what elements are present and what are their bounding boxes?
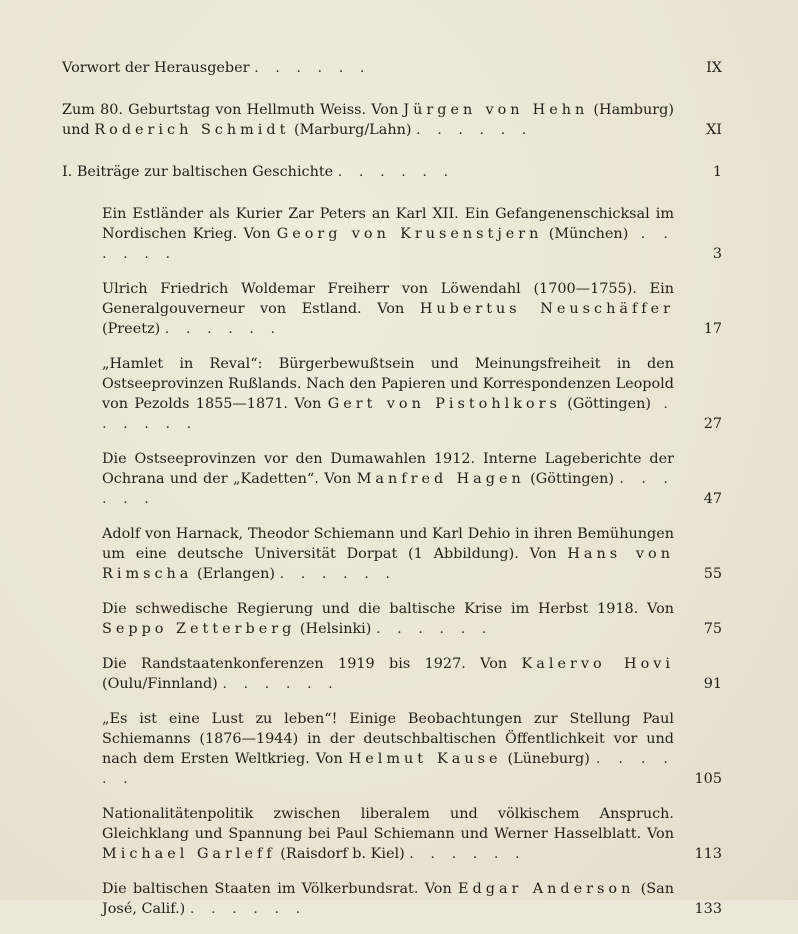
toc-title-text: (Raisdorf b. Kiel)	[275, 846, 410, 862]
dot-leader: . . . . . .	[189, 901, 307, 917]
toc-title-text: (Göttingen)	[524, 471, 620, 487]
dot-leader: . . . . . .	[375, 621, 493, 637]
toc-entry	[102, 599, 722, 639]
toc-title-text: (Lüneburg)	[501, 751, 596, 767]
toc-author: Roderich Schmidt	[94, 122, 290, 138]
toc-entry	[102, 654, 722, 694]
toc-entry-title	[62, 162, 674, 182]
toc-entry	[62, 100, 722, 140]
toc-title-text: (Göttingen)	[560, 396, 652, 412]
dot-leader: . . . . . .	[337, 164, 455, 180]
toc-entry-title	[102, 804, 674, 864]
toc-title-text: Ein Estländer als Kurier Zar Peters an Karl XII. Ein Gefangenenschicksal im Nordischen Krieg. Von	[102, 206, 674, 242]
toc-title-text: (Helsinki)	[295, 621, 376, 637]
toc-entry	[102, 709, 722, 789]
toc-author: Manfred Hagen	[356, 471, 525, 487]
toc-page-number: 27	[703, 416, 722, 432]
toc-title-text: (Hamburg) und	[62, 102, 674, 138]
toc-page-number: IX	[706, 60, 722, 76]
toc-author: Hans von Rimscha	[102, 546, 674, 582]
toc-title-text: (San José, Calif.)	[102, 881, 674, 917]
toc-title-text: Ulrich Friedrich Woldemar Freiherr von Löwendahl (1700—1755). Ein Generalgouverneur von Estland. Von	[102, 281, 674, 317]
toc-page-number: 75	[703, 621, 722, 637]
dot-leader: . . . . . .	[254, 60, 371, 76]
toc-title-text: Die schwedische Regierung und die baltische Krise im Herbst 1918. Von	[102, 601, 674, 617]
toc-entry	[62, 162, 722, 182]
dot-leader: . . . . . .	[222, 676, 339, 692]
dot-leader: . . . . . .	[102, 226, 674, 262]
toc-page-number: 113	[694, 846, 722, 862]
toc-title-text: Adolf von Harnack, Theodor Schiemann und Karl Dehio in ihren Bemühungen um eine deutsche Universität Dorpat (1 Abbildung). Von	[102, 526, 674, 562]
toc-entry-title	[102, 449, 674, 509]
toc-page-number: 55	[703, 566, 722, 582]
toc-title-text: Die Ostseeprovinzen vor den Dumawahlen 1912. Interne Lageberichte der Ochrana und der „Kadetten“. Von	[102, 451, 674, 487]
toc-title-text: (Erlangen)	[192, 566, 280, 582]
toc-entry-title	[102, 709, 674, 789]
toc-author: Georg von Krusenstjern	[276, 226, 543, 242]
toc-title-text: (München)	[542, 226, 629, 242]
toc-entry-title	[102, 654, 674, 694]
toc-page-number: 17	[703, 321, 722, 337]
toc-entry-title	[102, 354, 674, 434]
toc-author: Seppo Zetterberg	[102, 621, 296, 637]
toc-author: Edgar Anderson	[458, 881, 635, 897]
toc-author: Michael Garleff	[102, 846, 276, 862]
toc-entry	[102, 879, 722, 919]
toc-page-number: 91	[703, 676, 722, 692]
toc-page-number: 47	[703, 491, 722, 507]
dot-leader: . . . . . .	[416, 122, 533, 138]
toc-page-number: 1	[712, 164, 722, 180]
toc-title-text: Nationalitätenpolitik zwischen liberalem und völkischem Anspruch. Gleichklang und Spannung bei Paul Schiemann und Werner Hasselblatt. Von	[102, 806, 674, 842]
toc-title-text: (Preetz)	[102, 321, 165, 337]
toc-page-number: 133	[694, 901, 722, 917]
toc-title-text: Zum 80. Geburtstag von Hellmuth Weiss. Von	[62, 102, 404, 118]
dot-leader: . . . . . .	[164, 321, 282, 337]
toc-title-text: Vorwort der Herausgeber	[62, 60, 255, 76]
toc-entry	[102, 204, 722, 264]
toc-page-number: XI	[706, 122, 722, 138]
toc-entry	[102, 524, 722, 584]
toc-title-text: „Es ist eine Lust zu leben“! Einige Beobachtungen zur Stellung Paul Schiemanns (1876—1944) in der deutschbaltischen Öffentlichkeit vor und nach dem Ersten Weltkrieg. Von	[102, 711, 674, 767]
dot-leader: . . . . . .	[102, 751, 674, 787]
toc-entry-title	[62, 100, 674, 140]
toc-entry-title	[102, 204, 674, 264]
toc-entry	[102, 279, 722, 339]
toc-entry-title	[102, 279, 674, 339]
toc-title-text: „Hamlet in Reval“: Bürgerbewußtsein und Meinungsfreiheit in den Ostseeprovinzen Rußlands. Nach den Papieren und Korrespondenzen Leopold von Pezolds 1855—1871. Von	[102, 356, 674, 412]
toc-page-number: 3	[712, 246, 722, 262]
table-of-contents	[62, 58, 722, 934]
toc-title-text: (Oulu/Finnland)	[102, 676, 223, 692]
toc-entry-title	[62, 58, 674, 78]
toc-entry	[102, 804, 722, 864]
toc-title-text: Die baltischen Staaten im Völkerbundsrat. Von	[102, 881, 459, 897]
toc-entry-title	[102, 524, 674, 584]
toc-author: Gert von Pistohlkors	[327, 396, 561, 412]
toc-title-text: (Marburg/Lahn)	[289, 122, 417, 138]
toc-entry	[62, 58, 722, 78]
dot-leader: . . . . . .	[102, 396, 674, 432]
toc-author: Helmut Kause	[348, 751, 502, 767]
dot-leader: . . . . . .	[409, 846, 526, 862]
toc-entry	[102, 449, 722, 509]
toc-title-text: Die Randstaatenkonferenzen 1919 bis 1927. Von	[102, 656, 522, 672]
toc-title-text: I. Beiträge zur baltischen Geschichte	[62, 164, 338, 180]
toc-entry-title	[102, 879, 674, 919]
toc-entry	[102, 354, 722, 434]
toc-author: Jürgen von Hehn	[403, 102, 589, 118]
toc-author: Hubertus Neuschäffer	[419, 301, 675, 317]
toc-entry-title	[102, 599, 674, 639]
toc-page-number: 105	[694, 771, 722, 787]
toc-author: Kalervo Hovi	[521, 656, 674, 672]
dot-leader: . . . . . .	[102, 471, 674, 507]
dot-leader: . . . . . .	[279, 566, 396, 582]
